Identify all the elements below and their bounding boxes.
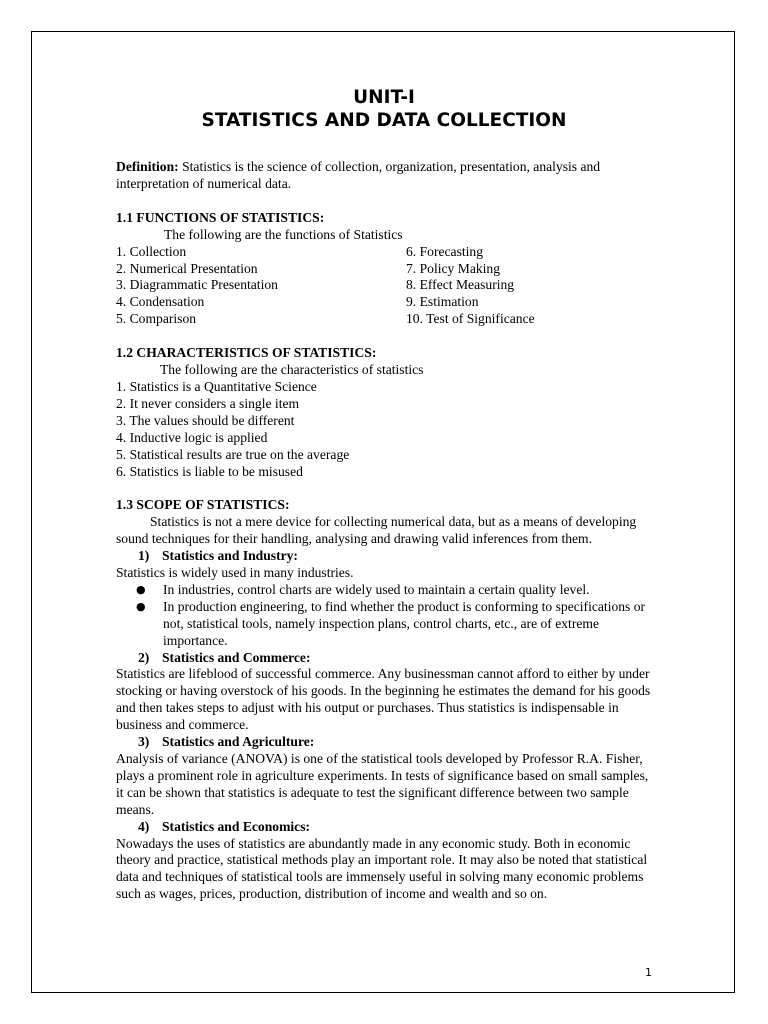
economics-text: Nowadays the uses of statistics are abundantly made in any economic study. Both in economic theory and practice, statistical methods play an important role. It may also be noted that statistical data and techniques of statistical tools are immensely useful in solving many economic problems such as wages, prices, production, distribution of income and wealth and so on. [116, 835, 648, 902]
list-item: 3. Diagrammatic Presentation [116, 277, 278, 293]
bullet-icon: ● [136, 599, 146, 613]
functions-list [116, 244, 656, 329]
scope-heading: 1.3 SCOPE OF STATISTICS: [116, 497, 290, 513]
scope-intro: Statistics is not a mere device for collecting numerical data, but as a means of developing sound techniques for their handling, analysing and drawing valid inferences from them. [116, 514, 637, 547]
title-line-1: UNIT-I [353, 87, 415, 108]
list-item: 3. The values should be different [116, 412, 295, 428]
economics-heading: 4) Statistics and Economics: [138, 818, 311, 834]
commerce-heading: 2) Statistics and Commerce: [138, 649, 311, 665]
agriculture-text: Analysis of variance (ANOVA) is one of the statistical tools developed by Professor R.A. Fisher, plays a prominent role in agriculture experiments. In tests of significance based on small samples, it can be shown that statistics is adequate to test the significant difference between two sample means. [116, 751, 649, 817]
title-line-2: STATISTICS AND DATA COLLECTION [201, 110, 567, 131]
characteristics-intro: The following are the characteristics of statistics [160, 362, 424, 378]
document-body [116, 86, 656, 903]
functions-intro: The following are the functions of Statistics [164, 226, 403, 242]
page-title [112, 86, 656, 132]
functions-left-column [116, 244, 406, 329]
definition-paragraph [116, 159, 656, 193]
list-item: 2. It never considers a single item [116, 395, 300, 411]
list-item: ● In production engineering, to find whether the product is conforming to specifications or not, statistical tools, namely inspection plans, control charts, etc., are of extreme importance. [136, 598, 646, 648]
definition-text: Statistics is the science of collection, organization, presentation, analysis and interpretation of numerical data. [116, 159, 601, 191]
characteristics-list [116, 379, 656, 480]
functions-heading: 1.1 FUNCTIONS OF STATISTICS: [116, 209, 325, 225]
list-item: 1. Statistics is a Quantitative Science [116, 378, 317, 394]
commerce-text: Statistics are lifeblood of successful commerce. Any businessman cannot afford to either by under stocking or having overstock of his goods. In the beginning he estimates the demand for his goods and then takes steps to adjust with his output or purchases. Thus statistics is indispensable in business and commerce. [116, 666, 651, 733]
list-item: 5. Statistical results are true on the average [116, 446, 350, 462]
list-item: 7. Policy Making [406, 260, 501, 276]
list-item: 1. Collection [116, 243, 187, 259]
list-item: ● In industries, control charts are widely used to maintain a certain quality level. [136, 581, 590, 597]
definition-label: Definition: [116, 159, 179, 174]
list-item: 8. Effect Measuring [406, 277, 515, 293]
list-item: 6. Statistics is liable to be misused [116, 463, 303, 479]
list-item: 6. Forecasting [406, 243, 484, 259]
list-item: 9. Estimation [406, 294, 479, 310]
industry-text: Statistics is widely used in many industries. [116, 565, 354, 581]
agriculture-heading: 3) Statistics and Agriculture: [138, 734, 315, 750]
industry-heading: 1) Statistics and Industry: [138, 548, 298, 564]
list-item: 5. Comparison [116, 311, 197, 327]
list-item: 10. Test of Significance [406, 311, 535, 327]
bullet-icon: ● [136, 582, 146, 596]
page-number: 1 [645, 966, 652, 979]
list-item: 4. Condensation [116, 294, 205, 310]
list-item: 2. Numerical Presentation [116, 260, 258, 276]
functions-right-column [406, 244, 656, 329]
list-item: 4. Inductive logic is applied [116, 429, 268, 445]
characteristics-heading: 1.2 CHARACTERISTICS OF STATISTICS: [116, 345, 377, 361]
